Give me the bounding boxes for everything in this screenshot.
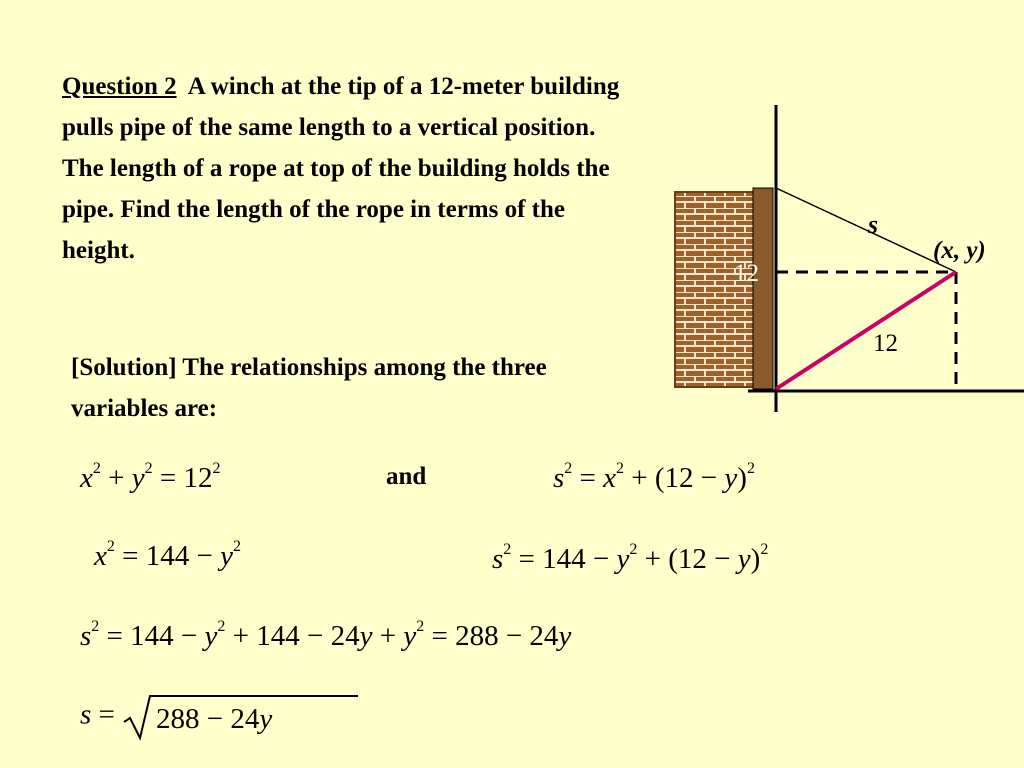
equation-2: $s^2 = x^2 + (12 - y)^2$ bbox=[553, 460, 755, 494]
equation-1: $x^2 + y^2 = 12^2$ bbox=[80, 460, 221, 494]
building-edge bbox=[753, 188, 773, 389]
building-pipe-diagram bbox=[670, 100, 1024, 430]
pipe-length-label: 12 bbox=[873, 330, 898, 357]
equation-6: s = 288 − 24y bbox=[80, 692, 358, 742]
rope-line bbox=[776, 188, 956, 272]
and-word: and bbox=[386, 463, 427, 490]
problem-statement bbox=[62, 66, 622, 271]
point-label: (x, y) bbox=[933, 237, 986, 264]
question-text: A winch at the tip of a 12-meter building pulls pipe of the same length to a vertical position. The length of a rope at top of the building holds the pipe. Find the length of the rope in terms of the height. bbox=[62, 73, 620, 264]
equation-3: $x^2 = 144 - y^2$ bbox=[94, 538, 241, 572]
equation-4: $s^2 = 144 - y^2 + (12 - y)^2$ bbox=[492, 541, 769, 575]
brick-wall bbox=[675, 192, 755, 387]
building-height-label: 12 bbox=[734, 260, 759, 287]
sqrt-symbol bbox=[122, 692, 358, 742]
pipe-line bbox=[776, 272, 956, 389]
equation-5: $s^2 = 144 - y^2 + 144 - 24y + y^2 = 288 - 24y$ bbox=[80, 618, 572, 652]
rope-label: s bbox=[868, 210, 879, 239]
solution-intro: [Solution] The relationships among the three variables are: bbox=[71, 354, 547, 422]
question-label: Question 2 bbox=[62, 73, 177, 100]
svg-text:288 − 24y: 288 − 24y bbox=[156, 703, 273, 735]
